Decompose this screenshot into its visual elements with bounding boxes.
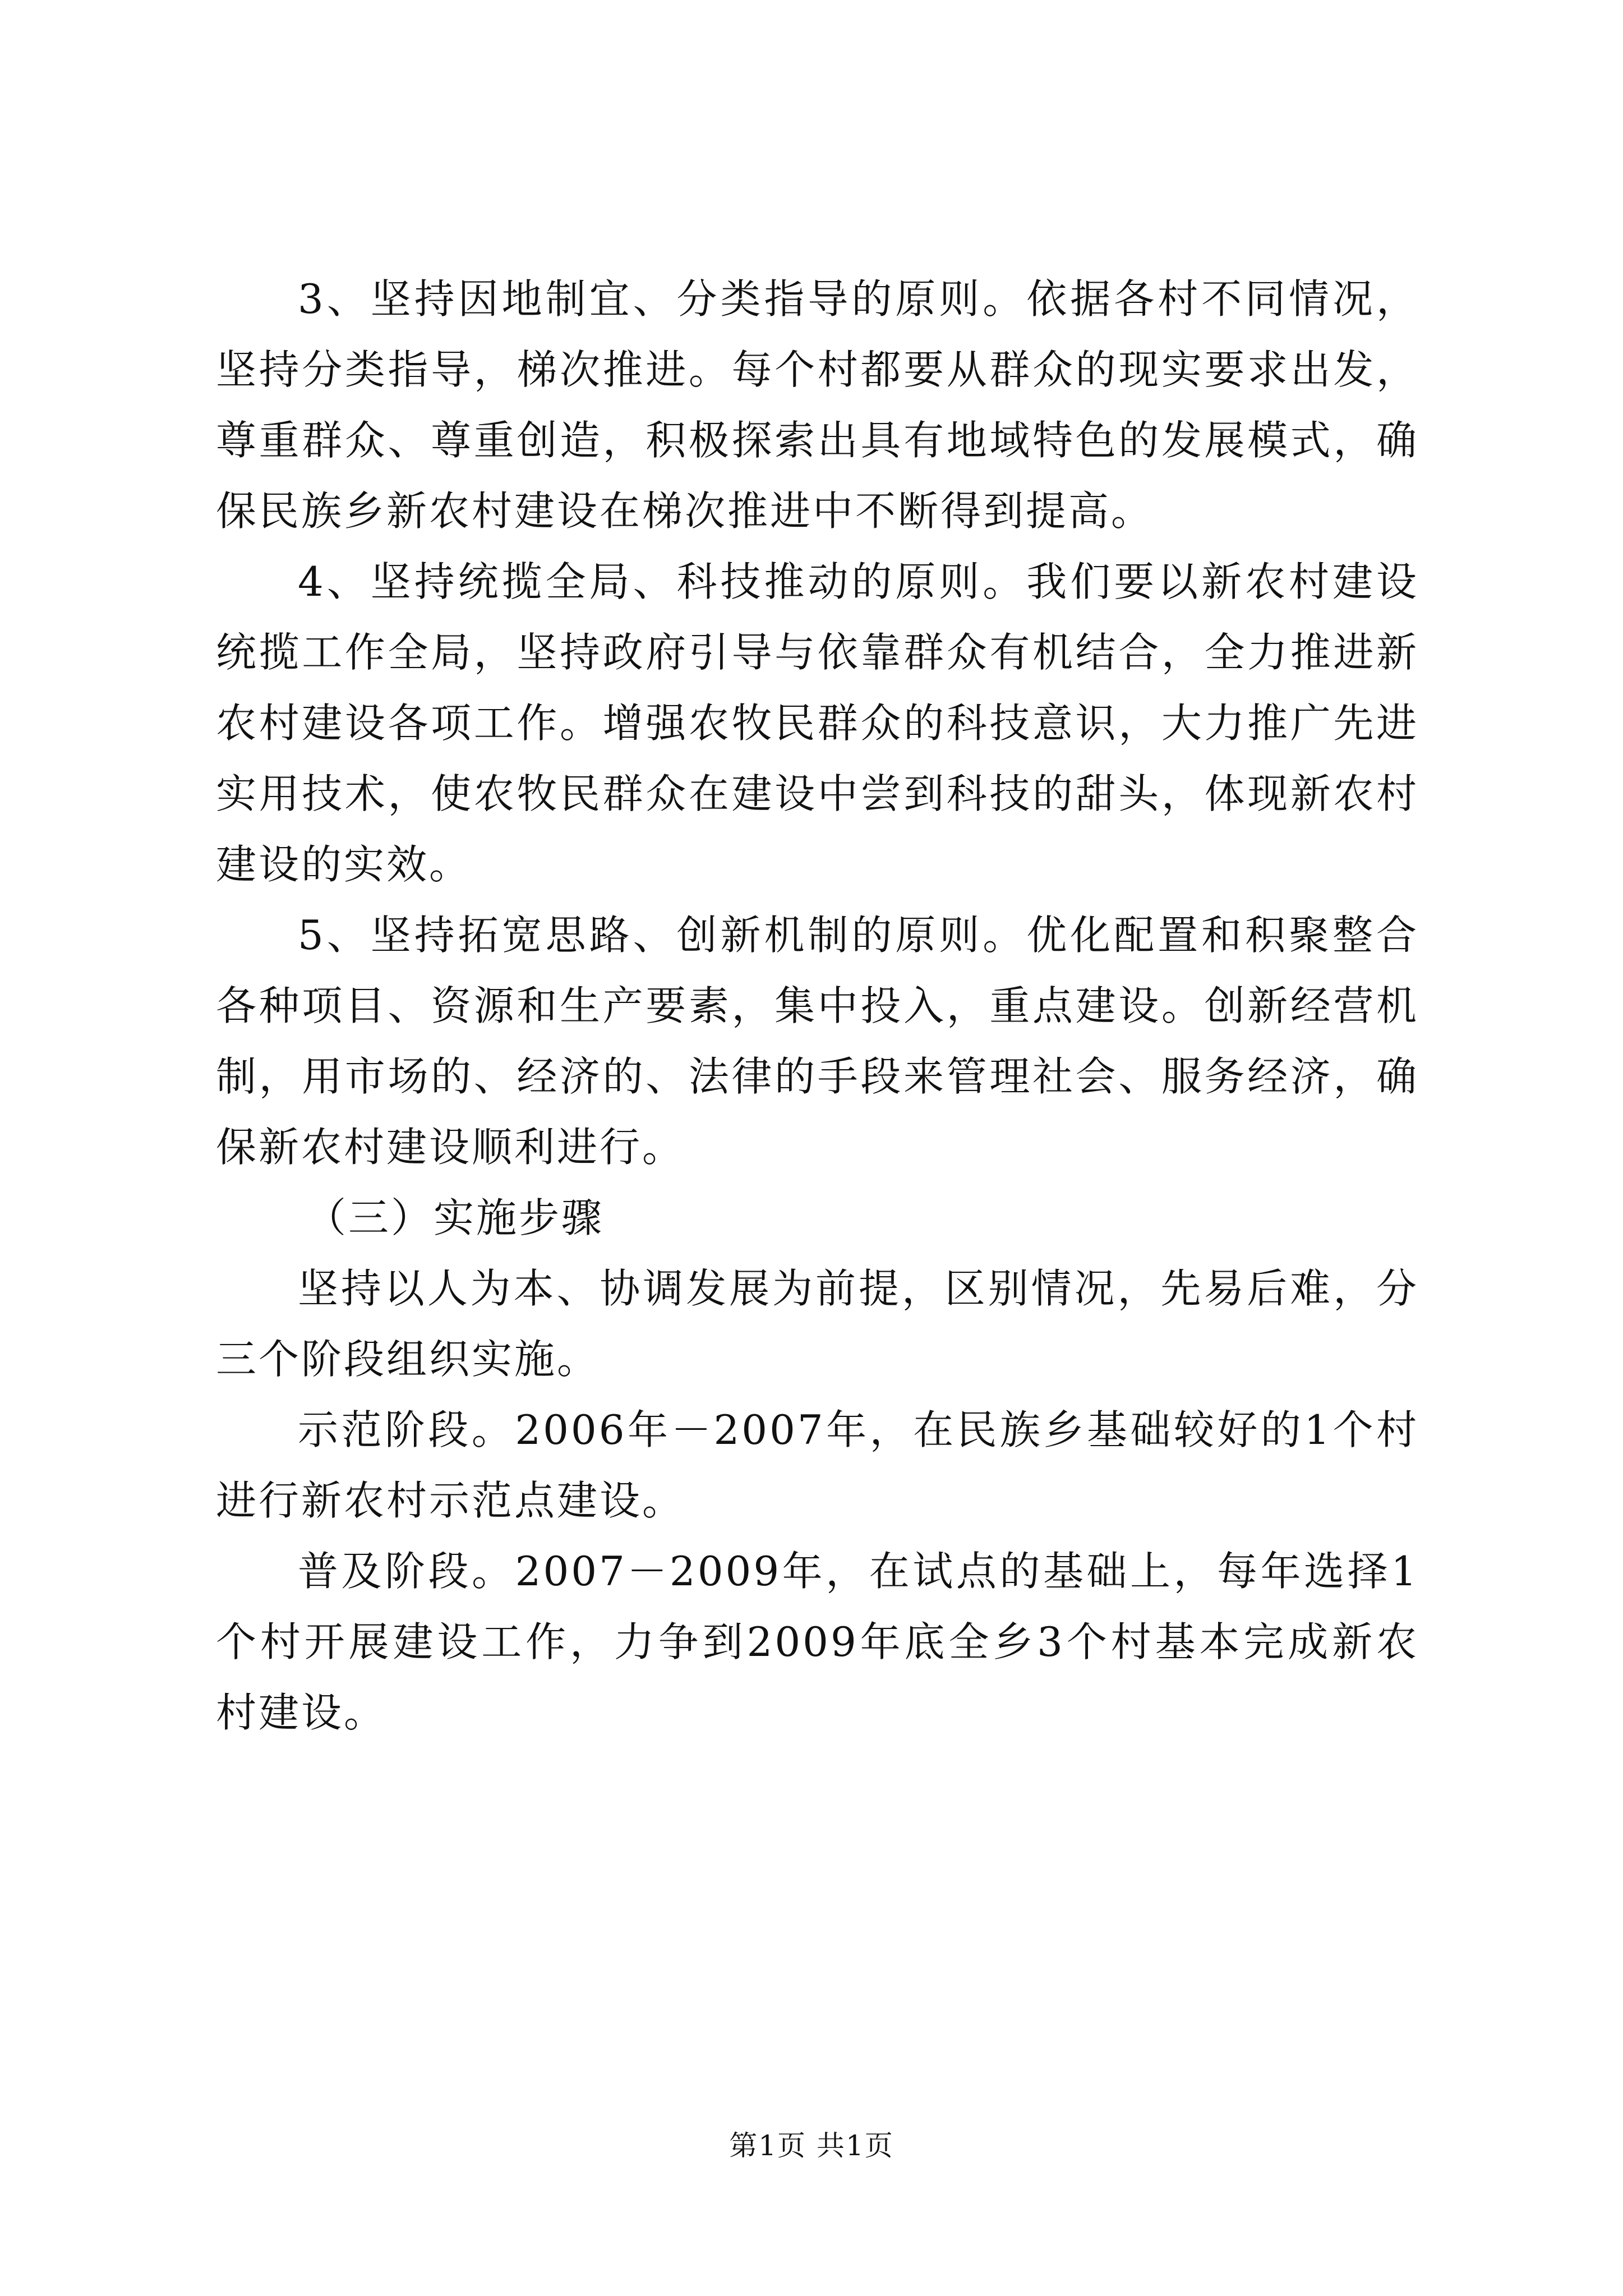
paragraph-popularize-stage: 普及阶段。2007－2009年，在试点的基础上，每年选择1个村开展建设工作，力争到2009年底全乡3个村基本完成新农村建设。 xyxy=(216,1548,1419,1736)
paragraph-principle-5: 5、坚持拓宽思路、创新机制的原则。优化配置和积聚整合各种项目、资源和生产要素，集中投入，重点建设。创新经营机制，用市场的、经济的、法律的手段来管理社会、服务经济，确保新农村建设顺利进行。 xyxy=(216,912,1419,1171)
paragraph-principle-4: 4、坚持统揽全局、科技推动的原则。我们要以新农村建设统揽工作全局，坚持政府引导与依靠群众有机结合，全力推进新农村建设各项工作。增强农牧民群众的科技意识，大力推广先进实用技术，使农牧民群众在建设中尝到科技的甜头，体现新农村建设的实效。 xyxy=(216,558,1419,888)
page-footer: 第1页 共1页 xyxy=(729,2129,894,2162)
section-heading: （三）实施步骤 xyxy=(306,1194,605,1241)
paragraph-demo-stage: 示范阶段。2006年－2007年，在民族乡基础较好的1个村进行新农村示范点建设。 xyxy=(216,1406,1419,1524)
paragraph-steps-intro: 坚持以人为本、协调发展为前提，区别情况，先易后难，分三个阶段组织实施。 xyxy=(216,1265,1419,1383)
document-body xyxy=(216,264,1419,1748)
paragraph-principle-3: 3、坚持因地制宜、分类指导的原则。依据各村不同情况，坚持分类指导，梯次推进。每个村都要从群众的现实要求出发，尊重群众、尊重创造，积极探索出具有地域特色的发展模式，确保民族乡新农村建设在梯次推进中不断得到提高。 xyxy=(216,275,1419,535)
